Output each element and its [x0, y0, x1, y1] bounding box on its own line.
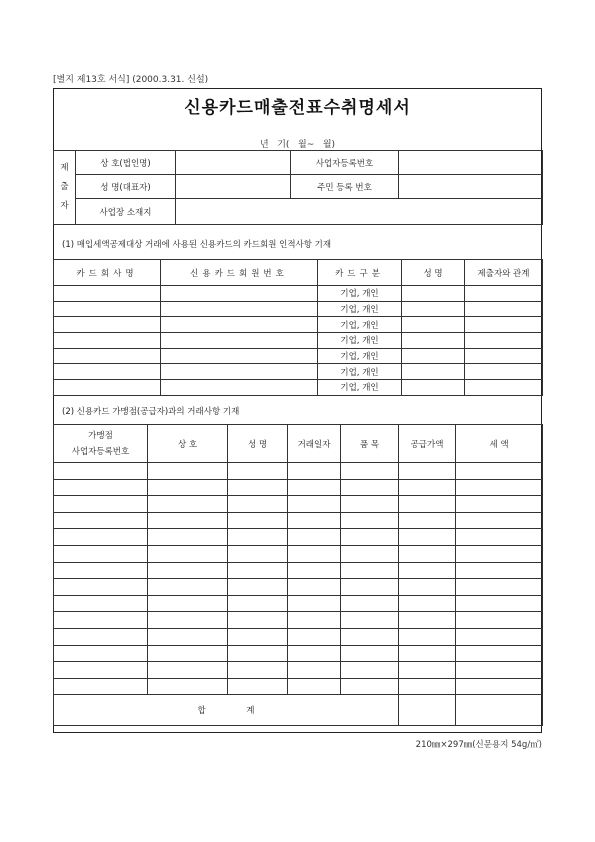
tx-table-cell[interactable]: [148, 595, 228, 612]
card-table-row: [54, 348, 543, 364]
card-table-row: [54, 286, 543, 302]
card-table-row: [54, 333, 543, 349]
tx-table-cell[interactable]: [288, 678, 341, 695]
header-trade-name: 상 호: [148, 425, 228, 463]
header-card-number: 신용카드회원번호: [161, 260, 318, 286]
card-table-cell[interactable]: [402, 317, 465, 333]
tx-table-row: [54, 479, 543, 496]
reg-no-label: 사업자등록번호: [291, 151, 399, 175]
tx-table-cell[interactable]: [341, 562, 399, 579]
card-table-cell[interactable]: [465, 364, 543, 380]
card-member-table: [53, 259, 543, 396]
header-name: 성 명: [402, 260, 465, 286]
tx-table-cell[interactable]: [148, 645, 228, 662]
card-table-cell[interactable]: [54, 333, 161, 349]
tx-table-cell[interactable]: [54, 579, 148, 596]
tx-table-cell[interactable]: [288, 645, 341, 662]
form-code: [별지 제13호 서식] (2000.3.31. 신설): [53, 75, 209, 85]
tx-table-row: [54, 595, 543, 612]
resident-no-label: 주민 등록 번호: [291, 175, 399, 199]
card-table-cell[interactable]: [465, 380, 543, 396]
header-item: 품 목: [341, 425, 399, 463]
card-type-value: 기업, 개인: [318, 286, 402, 302]
tx-table-cell[interactable]: [456, 579, 543, 596]
tx-table-cell[interactable]: [341, 645, 399, 662]
tx-table-row: [54, 645, 543, 662]
tx-table-row: [54, 628, 543, 645]
tx-table-cell[interactable]: [228, 529, 288, 546]
tx-table-cell[interactable]: [341, 628, 399, 645]
tx-table-cell[interactable]: [228, 463, 288, 480]
side-char: 제: [60, 163, 69, 173]
side-char: 자: [60, 201, 69, 211]
tx-table-cell[interactable]: [54, 529, 148, 546]
card-type-value: 기업, 개인: [318, 333, 402, 349]
tx-table-cell[interactable]: [456, 545, 543, 562]
card-table-cell[interactable]: [161, 286, 318, 302]
tx-table-cell[interactable]: [228, 512, 288, 529]
tx-table-cell[interactable]: [288, 612, 341, 629]
tx-table-cell[interactable]: [148, 662, 228, 679]
name-label: 성 명(대표자): [76, 175, 176, 199]
card-type-value: 기업, 개인: [318, 380, 402, 396]
tx-table-cell[interactable]: [456, 479, 543, 496]
card-table-cell[interactable]: [54, 364, 161, 380]
tx-table-cell[interactable]: [288, 479, 341, 496]
tx-table-cell[interactable]: [148, 529, 228, 546]
tx-table-cell[interactable]: [456, 463, 543, 480]
reg-no-field[interactable]: [399, 151, 543, 175]
tx-table-row: [54, 512, 543, 529]
card-table-cell[interactable]: [402, 301, 465, 317]
trade-name-field[interactable]: [176, 151, 291, 175]
card-table-cell[interactable]: [54, 317, 161, 333]
tx-table-cell[interactable]: [341, 529, 399, 546]
header-card-company: 카드회사명: [54, 260, 161, 286]
tx-table-cell[interactable]: [341, 595, 399, 612]
header-date: 거래일자: [288, 425, 341, 463]
card-type-value: 기업, 개인: [318, 317, 402, 333]
tx-table-cell[interactable]: [54, 463, 148, 480]
tx-table-cell[interactable]: [341, 545, 399, 562]
address-label: 사업장 소재지: [76, 199, 176, 225]
tx-table-cell[interactable]: [456, 595, 543, 612]
card-table-row: [54, 380, 543, 396]
tx-table-cell[interactable]: [399, 662, 456, 679]
tx-table-row: [54, 662, 543, 679]
tx-table-cell[interactable]: [288, 562, 341, 579]
tx-table-cell[interactable]: [399, 595, 456, 612]
total-supply-field[interactable]: [399, 695, 456, 726]
card-table-cell[interactable]: [54, 348, 161, 364]
tx-table-cell[interactable]: [54, 479, 148, 496]
total-row: [54, 695, 543, 726]
tx-table-row: [54, 545, 543, 562]
tx-table-cell[interactable]: [54, 595, 148, 612]
card-table-cell[interactable]: [161, 317, 318, 333]
tx-table-cell[interactable]: [228, 496, 288, 513]
tx-table-cell[interactable]: [399, 496, 456, 513]
total-label: 합 계: [54, 695, 399, 726]
header-card-type: 카드구분: [318, 260, 402, 286]
card-table-header: [54, 260, 543, 286]
tx-table-cell[interactable]: [341, 496, 399, 513]
card-table-row: [54, 301, 543, 317]
tx-table-cell[interactable]: [399, 545, 456, 562]
tx-table-cell[interactable]: [456, 678, 543, 695]
submitter-table: [53, 150, 543, 225]
tx-table-cell[interactable]: [456, 612, 543, 629]
card-table-row: [54, 364, 543, 380]
tx-table-cell[interactable]: [456, 496, 543, 513]
tx-table-cell[interactable]: [54, 628, 148, 645]
tx-table-cell[interactable]: [288, 662, 341, 679]
card-table-cell[interactable]: [465, 333, 543, 349]
tx-table-row: [54, 612, 543, 629]
paper-size-note: 210㎜×297㎜(신문용지 54g/㎡): [415, 740, 542, 750]
tx-table-cell[interactable]: [341, 463, 399, 480]
address-field[interactable]: [176, 199, 543, 225]
header-tax-amount: 세 액: [456, 425, 543, 463]
tx-table-cell[interactable]: [148, 612, 228, 629]
tx-table-cell[interactable]: [148, 678, 228, 695]
tx-table-cell[interactable]: [399, 529, 456, 546]
header-merchant-reg-no: 가맹점 사업자등록번호: [54, 425, 148, 463]
card-table-cell[interactable]: [54, 380, 161, 396]
card-table-cell[interactable]: [402, 348, 465, 364]
card-table-cell[interactable]: [161, 380, 318, 396]
tx-table-cell[interactable]: [288, 595, 341, 612]
tx-table-cell[interactable]: [228, 612, 288, 629]
tx-table-cell[interactable]: [456, 645, 543, 662]
tx-table-cell[interactable]: [148, 479, 228, 496]
card-table-cell[interactable]: [161, 348, 318, 364]
card-table-cell[interactable]: [402, 286, 465, 302]
card-table-row: [54, 317, 543, 333]
tx-table-cell[interactable]: [456, 562, 543, 579]
tx-table-cell[interactable]: [148, 512, 228, 529]
card-table-cell[interactable]: [465, 348, 543, 364]
section2-label: (2) 신용카드 가맹점(공급자)과의 거래사항 기재: [62, 407, 240, 417]
card-type-value: 기업, 개인: [318, 348, 402, 364]
tx-table-cell[interactable]: [54, 562, 148, 579]
transaction-table: [53, 424, 543, 726]
tx-table-row: [54, 496, 543, 513]
tx-table-cell[interactable]: [456, 512, 543, 529]
header-relation: 제출자와 관계: [465, 260, 543, 286]
card-table-cell[interactable]: [465, 286, 543, 302]
card-table-cell[interactable]: [465, 317, 543, 333]
tx-table-cell[interactable]: [54, 512, 148, 529]
tx-table-cell[interactable]: [399, 645, 456, 662]
card-table-cell[interactable]: [161, 301, 318, 317]
tx-table-cell[interactable]: [54, 678, 148, 695]
card-table-cell[interactable]: [54, 286, 161, 302]
card-type-value: 기업, 개인: [318, 301, 402, 317]
tx-table-cell[interactable]: [341, 579, 399, 596]
tx-table-cell[interactable]: [228, 579, 288, 596]
tx-table-cell[interactable]: [148, 579, 228, 596]
tx-table-row: [54, 678, 543, 695]
card-table-cell[interactable]: [161, 364, 318, 380]
period-line: 년 기( 월~ 월): [259, 140, 336, 150]
tx-table-cell[interactable]: [228, 628, 288, 645]
tx-table-row: [54, 579, 543, 596]
form-title: 신용카드매출전표수취명세서: [184, 98, 411, 118]
tx-table-cell[interactable]: [399, 678, 456, 695]
tx-table-cell[interactable]: [399, 628, 456, 645]
tx-table-cell[interactable]: [456, 529, 543, 546]
tx-table-cell[interactable]: [148, 562, 228, 579]
header-owner-name: 성 명: [228, 425, 288, 463]
tx-table-cell[interactable]: [228, 562, 288, 579]
tx-table-cell[interactable]: [148, 496, 228, 513]
tx-table-cell[interactable]: [228, 645, 288, 662]
card-table-cell[interactable]: [402, 380, 465, 396]
tx-table-cell[interactable]: [341, 678, 399, 695]
tx-table-cell[interactable]: [399, 479, 456, 496]
total-tax-field[interactable]: [456, 695, 543, 726]
tx-table-cell[interactable]: [288, 545, 341, 562]
submitter-side-label: [54, 151, 76, 225]
tx-table-cell[interactable]: [228, 479, 288, 496]
section1-label: (1) 매입세액공제대상 거래에 사용된 신용카드의 카드회원 인적사항 기재: [62, 240, 332, 250]
tx-table-cell[interactable]: [228, 595, 288, 612]
tx-table-row: [54, 463, 543, 480]
tx-table-cell[interactable]: [341, 479, 399, 496]
tx-table-cell[interactable]: [228, 678, 288, 695]
tx-table-cell[interactable]: [399, 562, 456, 579]
tx-table-cell[interactable]: [54, 662, 148, 679]
tx-table-cell[interactable]: [341, 612, 399, 629]
tx-table-cell[interactable]: [399, 579, 456, 596]
tx-table-cell[interactable]: [456, 662, 543, 679]
tx-table-cell[interactable]: [228, 545, 288, 562]
tx-table-row: [54, 529, 543, 546]
tx-table-header: [54, 425, 543, 463]
tx-table-cell[interactable]: [54, 496, 148, 513]
tx-table-cell[interactable]: [54, 645, 148, 662]
tx-table-cell[interactable]: [288, 529, 341, 546]
tx-table-cell[interactable]: [288, 579, 341, 596]
tx-table-cell[interactable]: [148, 463, 228, 480]
resident-no-field[interactable]: [399, 175, 543, 199]
card-type-value: 기업, 개인: [318, 364, 402, 380]
card-table-cell[interactable]: [465, 301, 543, 317]
tx-table-cell[interactable]: [456, 628, 543, 645]
tx-table-cell[interactable]: [341, 662, 399, 679]
card-table-cell[interactable]: [402, 333, 465, 349]
trade-name-label: 상 호(법인명): [76, 151, 176, 175]
name-field[interactable]: [176, 175, 291, 199]
tx-table-cell[interactable]: [288, 463, 341, 480]
card-table-cell[interactable]: [402, 364, 465, 380]
tx-table-cell[interactable]: [288, 512, 341, 529]
header-supply-amount: 공급가액: [399, 425, 456, 463]
tx-table-cell[interactable]: [399, 512, 456, 529]
tx-table-cell[interactable]: [288, 496, 341, 513]
tx-table-cell[interactable]: [148, 545, 228, 562]
card-table-cell[interactable]: [54, 301, 161, 317]
card-table-cell[interactable]: [161, 333, 318, 349]
tx-table-cell[interactable]: [54, 545, 148, 562]
tx-table-cell[interactable]: [54, 612, 148, 629]
tx-table-cell[interactable]: [399, 612, 456, 629]
tx-table-cell[interactable]: [228, 662, 288, 679]
tx-table-cell[interactable]: [341, 512, 399, 529]
tx-table-row: [54, 562, 543, 579]
side-char: 출: [60, 182, 69, 192]
tx-table-cell[interactable]: [148, 628, 228, 645]
tx-table-cell[interactable]: [288, 628, 341, 645]
tx-table-cell[interactable]: [399, 463, 456, 480]
